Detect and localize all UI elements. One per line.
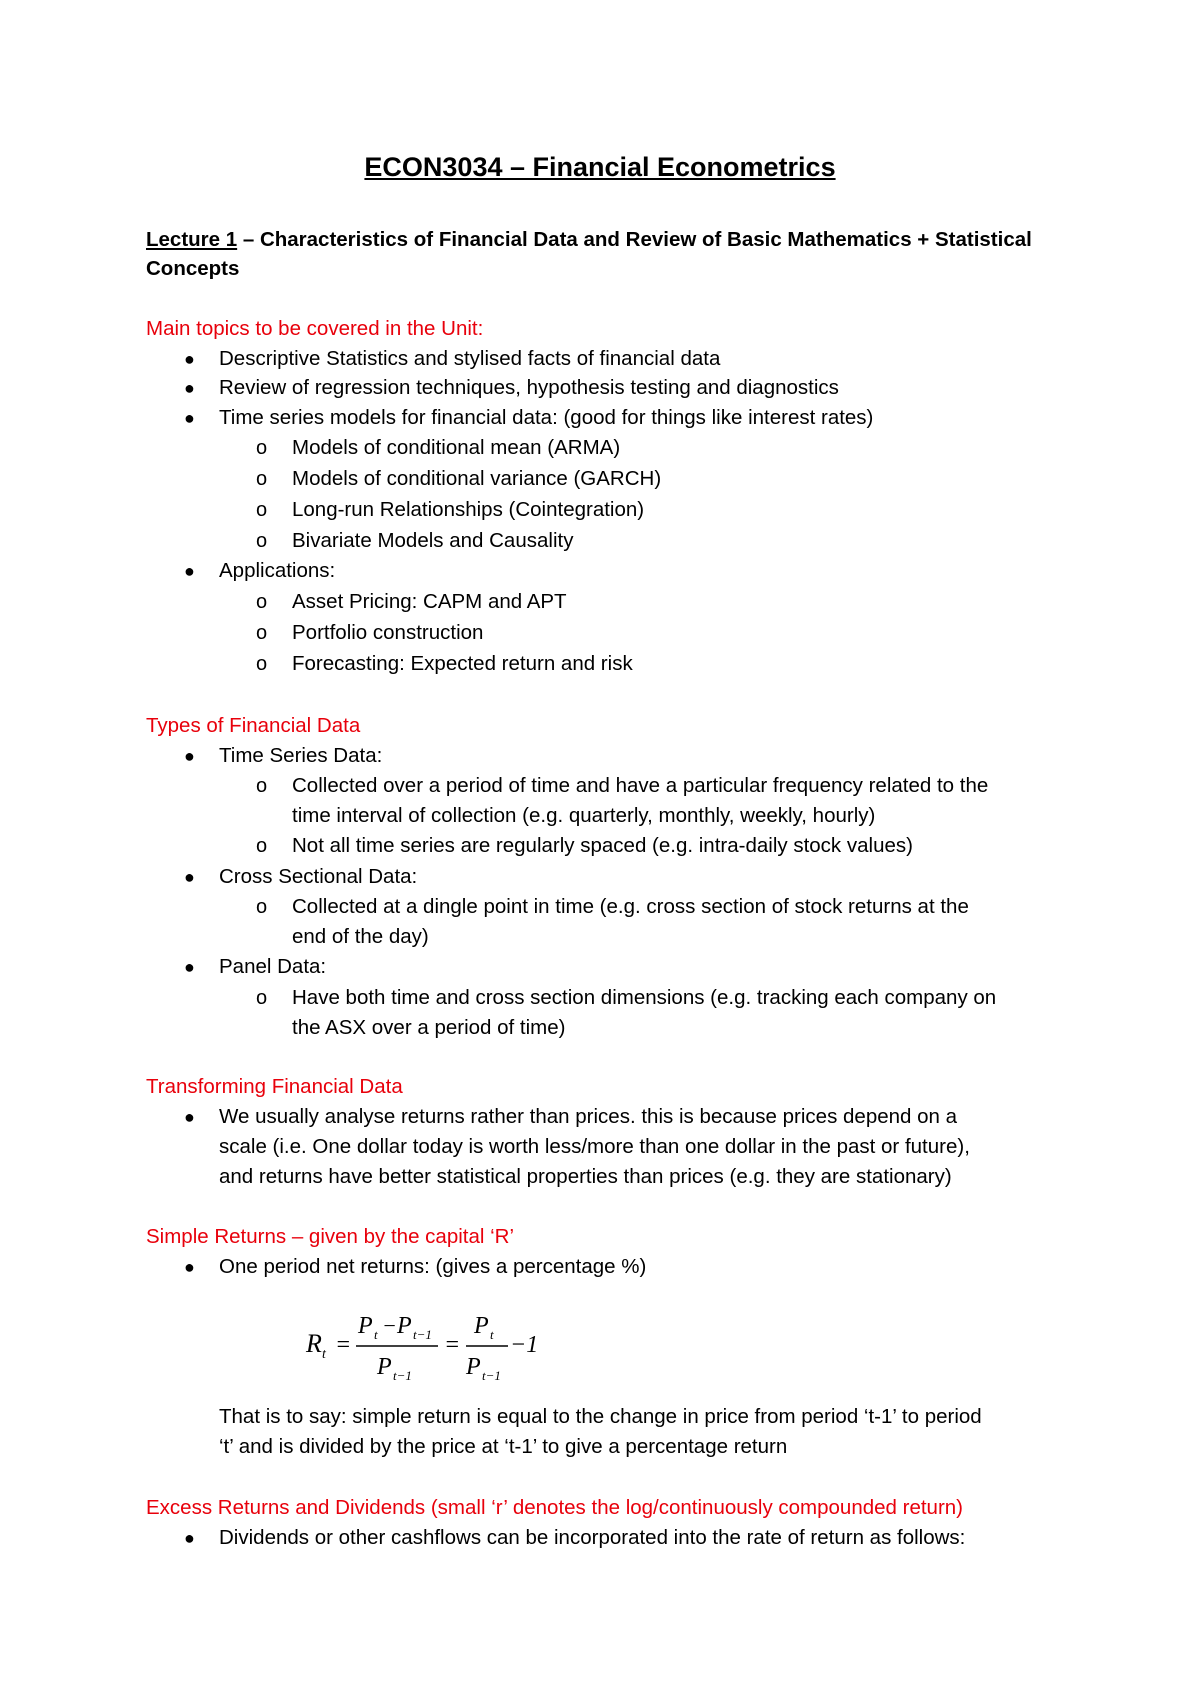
formula-minus: −	[382, 1313, 397, 1338]
topic-item: Applications:	[219, 559, 336, 582]
excess-returns-item: Dividends or other cashflows can be incorporated into the rate of return as follows:	[219, 1526, 966, 1549]
formula-num-p2: P	[397, 1313, 412, 1339]
types-heading: Types of Financial Data	[146, 714, 361, 737]
formula-num-p-sub: t	[374, 1327, 378, 1342]
transforming-heading: Transforming Financial Data	[146, 1075, 403, 1098]
types-subitem: Collected over a period of time and have a particular frequency related to the	[292, 774, 989, 797]
topic-subitem: Forecasting: Expected return and risk	[292, 652, 633, 675]
transforming-text: and returns have better statistical properties than prices (e.g. they are stationary)	[219, 1165, 952, 1188]
sub-bullet-icon: o	[256, 437, 268, 459]
topic-subitem: Models of conditional variance (GARCH)	[292, 467, 662, 490]
formula-num-p2-sub: t−1	[413, 1327, 432, 1342]
simple-return-formula	[294, 1297, 544, 1387]
bullet-icon: ●	[184, 1528, 195, 1548]
formula-den-p-sub: t−1	[393, 1368, 412, 1383]
excess-returns-heading: Excess Returns and Dividends (small ‘r’ denotes the log/continuously compounded return)	[146, 1496, 964, 1519]
lecture-title-line1: – Characteristics of Financial Data and Review of Basic Mathematics + Statistical	[237, 228, 1032, 251]
topic-item: Descriptive Statistics and stylised facts of financial data	[219, 347, 721, 370]
sub-bullet-icon: o	[256, 468, 268, 490]
topic-subitem: Bivariate Models and Causality	[292, 529, 574, 552]
formula-den-p2-sub: t−1	[482, 1368, 501, 1383]
topic-subitem: Models of conditional mean (ARMA)	[292, 436, 621, 459]
topic-item: Time series models for financial data: (good for things like interest rates)	[219, 406, 874, 429]
types-item: Panel Data:	[219, 955, 327, 978]
bullet-icon: ●	[184, 349, 195, 369]
sub-bullet-icon: o	[256, 775, 268, 797]
types-subitem-cont: the ASX over a period of time)	[292, 1016, 566, 1039]
lecture-label: Lecture 1	[146, 228, 238, 251]
formula-lhs-sub: t	[322, 1347, 326, 1362]
formula-lhs: R	[306, 1329, 322, 1358]
sub-bullet-icon: o	[256, 896, 268, 918]
formula-den-p2: P	[466, 1354, 481, 1380]
types-subitem: Have both time and cross section dimensions (e.g. tracking each company on	[292, 986, 997, 1009]
types-subitem: Collected at a dingle point in time (e.g. cross section of stock returns at the	[292, 895, 969, 918]
sub-bullet-icon: o	[256, 530, 268, 552]
bullet-icon: ●	[184, 867, 195, 887]
bullet-icon: ●	[184, 1257, 195, 1277]
sub-bullet-icon: o	[256, 591, 268, 613]
bullet-icon: ●	[184, 957, 195, 977]
types-item: Cross Sectional Data:	[219, 865, 418, 888]
bullet-icon: ●	[184, 561, 195, 581]
types-subitem-cont: end of the day)	[292, 925, 429, 948]
simple-returns-heading: Simple Returns – given by the capital ‘R’	[146, 1225, 515, 1248]
formula-num-p3-sub: t	[490, 1327, 494, 1342]
simple-returns-explanation: ‘t’ and is divided by the price at ‘t-1’ to give a percentage return	[219, 1435, 788, 1458]
formula-num-p: P	[358, 1313, 373, 1339]
bullet-icon: ●	[184, 378, 195, 398]
sub-bullet-icon: o	[256, 499, 268, 521]
sub-bullet-icon: o	[256, 653, 268, 675]
formula-tail: −1	[510, 1332, 539, 1358]
types-subitem-cont: time interval of collection (e.g. quarterly, monthly, weekly, hourly)	[292, 804, 876, 827]
topic-subitem: Asset Pricing: CAPM and APT	[292, 590, 567, 613]
document-title: ECON3034 – Financial Econometrics	[364, 152, 836, 182]
types-item: Time Series Data:	[219, 744, 383, 767]
transforming-text: We usually analyse returns rather than prices. this is because prices depend on a	[219, 1105, 958, 1128]
formula-num-p3: P	[474, 1313, 489, 1339]
simple-returns-item: One period net returns: (gives a percentage %)	[219, 1255, 647, 1278]
types-subitem: Not all time series are regularly spaced (e.g. intra-daily stock values)	[292, 834, 913, 857]
transforming-text: scale (i.e. One dollar today is worth less/more than one dollar in the past or future),	[219, 1135, 970, 1158]
topic-item: Review of regression techniques, hypothesis testing and diagnostics	[219, 376, 839, 399]
bullet-icon: ●	[184, 408, 195, 428]
sub-bullet-icon: o	[256, 987, 268, 1009]
lecture-title-line2: Concepts	[146, 257, 240, 280]
topic-subitem: Long-run Relationships (Cointegration)	[292, 498, 645, 521]
bullet-icon: ●	[184, 1107, 195, 1127]
formula-equals: =	[335, 1332, 352, 1358]
lecture-heading	[146, 226, 1032, 254]
formula-den-p: P	[377, 1354, 392, 1380]
sub-bullet-icon: o	[256, 622, 268, 644]
sub-bullet-icon: o	[256, 835, 268, 857]
main-topics-heading: Main topics to be covered in the Unit:	[146, 317, 484, 340]
bullet-icon: ●	[184, 746, 195, 766]
simple-returns-explanation: That is to say: simple return is equal to the change in price from period ‘t-1’ to period	[219, 1405, 982, 1428]
formula-equals-2: =	[444, 1332, 461, 1358]
topic-subitem: Portfolio construction	[292, 621, 484, 644]
